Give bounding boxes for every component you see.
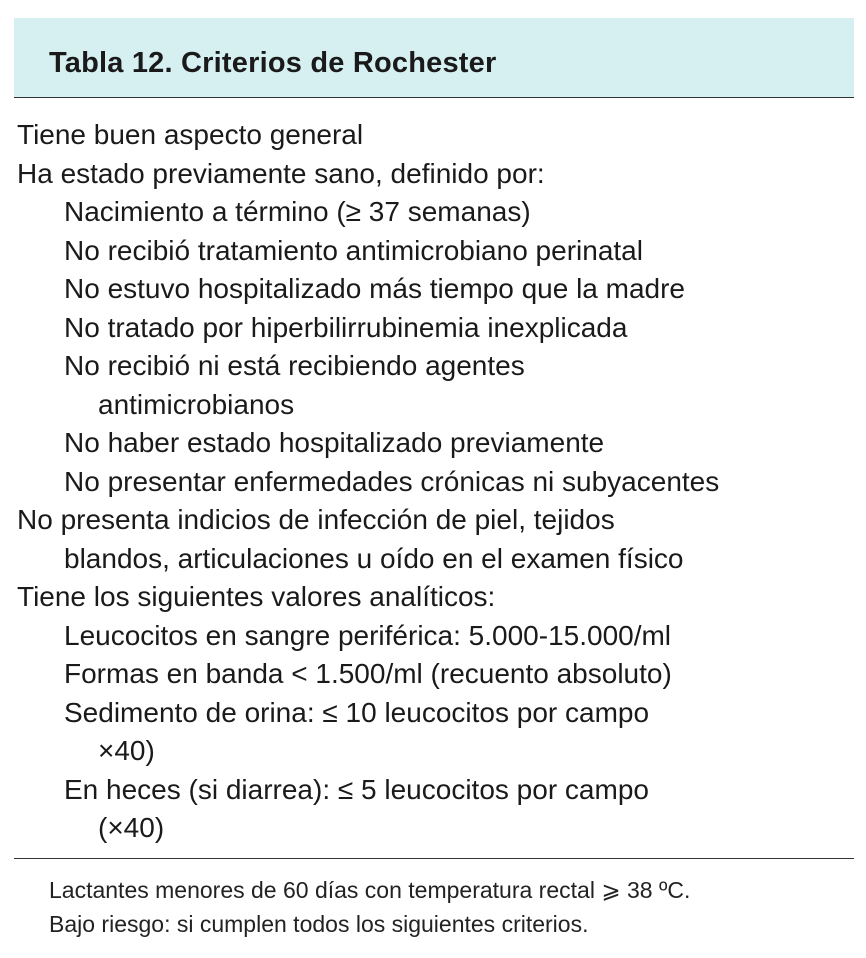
table-title: Tabla 12. Criterios de Rochester: [49, 47, 497, 79]
criteria-table: [14, 18, 854, 941]
criteria-line: Ha estado previamente sano, definido por:: [17, 157, 545, 189]
criteria-subline: Formas en banda < 1.500/ml (recuento absoluto): [64, 658, 672, 689]
criteria-subline: No recibió ni está recibiendo agentes: [64, 350, 525, 381]
criteria-subline: No estuvo hospitalizado más tiempo que la madre: [64, 273, 686, 304]
footnote: Bajo riesgo: si cumplen todos los siguientes criterios.: [49, 910, 589, 937]
criteria-subline: Leucocitos en sangre periférica: 5.000-15.000/ml: [64, 619, 672, 651]
criteria-subline: blandos, articulaciones u oído en el examen físico: [64, 542, 684, 574]
footnote: Lactantes menores de 60 días con temperatura rectal ⩾ 38 ºC.: [49, 876, 691, 903]
criteria-subline: No recibió tratamiento antimicrobiano perinatal: [64, 234, 643, 266]
criteria-line: Tiene los siguientes valores analíticos:: [17, 581, 496, 612]
criteria-line: Tiene buen aspecto general: [17, 119, 364, 150]
criteria-subline: Sedimento de orina: ≤ 10 leucocitos por campo: [64, 696, 650, 728]
criteria-continuation: antimicrobianos: [98, 388, 295, 420]
table-header: [14, 18, 854, 98]
criteria-subline: No haber estado hospitalizado previamente: [64, 427, 605, 458]
criteria-list: [14, 98, 854, 859]
criteria-subline: En heces (si diarrea): ≤ 5 leucocitos por campo: [64, 773, 649, 805]
criteria-continuation: (×40): [98, 812, 165, 843]
criteria-subline: No presentar enfermedades crónicas ni subyacentes: [64, 465, 720, 497]
table-footnotes: [14, 859, 854, 941]
criteria-subline: No tratado por hiperbilirrubinemia inexplicada: [64, 311, 628, 343]
criteria-line: No presenta indicios de infección de piel, tejidos: [17, 504, 615, 535]
criteria-subline: Nacimiento a término (≥ 37 semanas): [64, 196, 531, 227]
criteria-continuation: ×40): [98, 735, 155, 766]
